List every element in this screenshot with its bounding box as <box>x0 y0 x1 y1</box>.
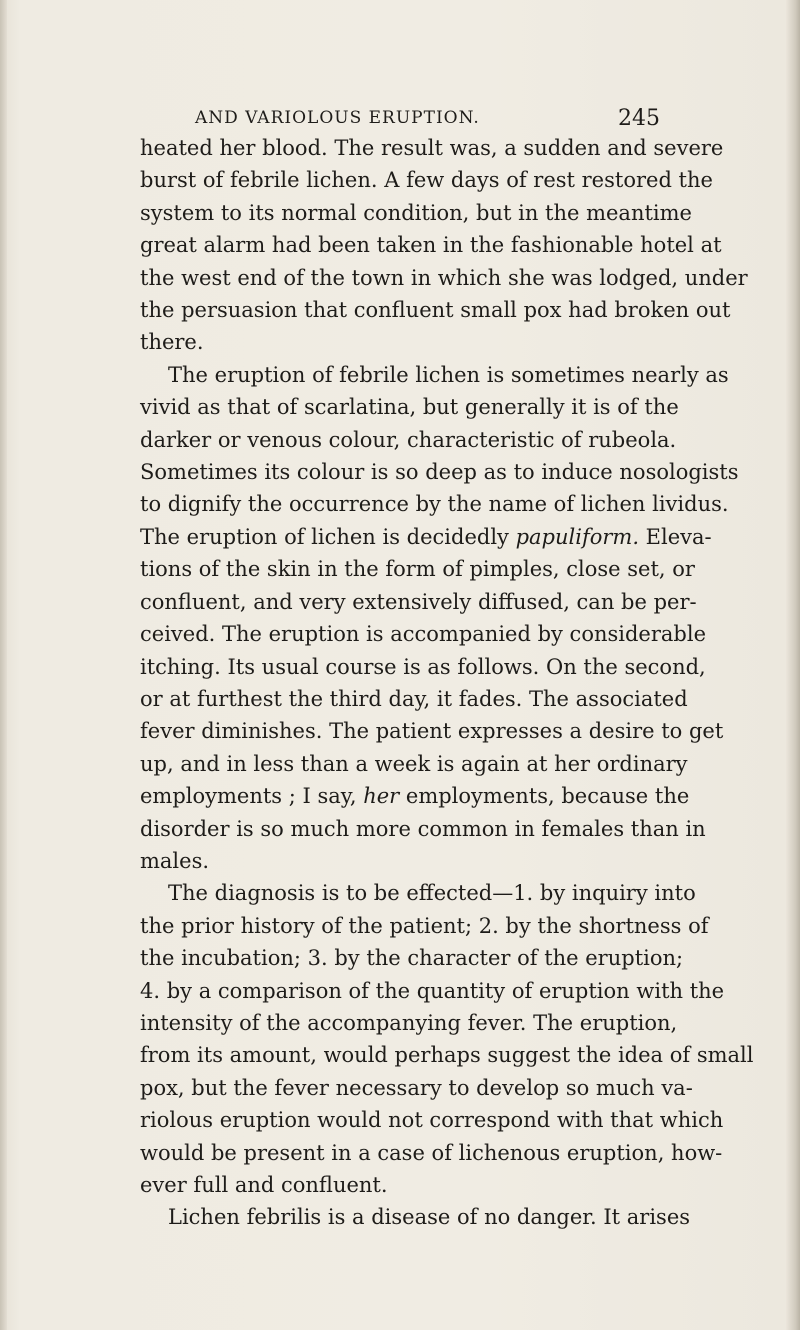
text-line: to dignify the occurrence by the name of lichen lividus. <box>140 492 729 517</box>
text-line: there. <box>140 330 204 355</box>
text-line <box>140 780 690 812</box>
text-line: the persuasion that confluent small pox had broken out <box>140 298 731 323</box>
page-number: 245 <box>618 106 660 131</box>
text-line: 4. by a comparison of the quantity of eruption with the <box>140 978 725 1003</box>
text-line: up, and in less than a week is again at her ordinary <box>140 751 688 776</box>
page-header <box>195 106 660 134</box>
text-line <box>140 521 712 553</box>
text-line: the prior history of the patient; 2. by the shortness of <box>140 913 709 938</box>
body-text <box>140 132 754 1234</box>
italic-term: her <box>363 784 400 809</box>
text-segment: employments ; I say, <box>140 784 364 809</box>
page-edge-shadow <box>786 0 800 1330</box>
text-line: tions of the skin in the form of pimples, close set, or <box>140 557 695 582</box>
text-line: pox, but the fever necessary to develop so much va- <box>140 1075 693 1100</box>
text-line: fever diminishes. The patient expresses a desire to get <box>140 719 724 744</box>
text-line: males. <box>140 848 210 873</box>
text-line: ever full and confluent. <box>140 1173 388 1197</box>
text-line: confluent, and very extensively diffused, can be per- <box>140 589 697 614</box>
text-line: heated her blood. The result was, a sudden and severe <box>140 136 724 160</box>
text-line: Sometimes its colour is so deep as to induce nosologists <box>140 460 739 485</box>
text-line: ceived. The eruption is accompanied by considerable <box>140 622 706 647</box>
text-line: The diagnosis is to be effected—1. by inquiry into <box>168 881 696 906</box>
text-line: Lichen febrilis is a disease of no danger. It arises <box>168 1205 691 1230</box>
text-line: the west end of the town in which she was lodged, under <box>140 265 748 290</box>
text-line: riolous eruption would not correspond with that which <box>140 1108 724 1133</box>
italic-term: papuliform. <box>515 524 639 549</box>
text-line: from its amount, would perhaps suggest the idea of small <box>140 1043 754 1068</box>
text-line: darker or venous colour, characteristic of rubeola. <box>140 427 677 452</box>
running-head: AND VARIOLOUS ERUPTION. <box>195 108 480 128</box>
text-line: itching. Its usual course is as follows. On the second, <box>140 654 706 679</box>
text-line: great alarm had been taken in the fashionable hotel at <box>140 233 722 258</box>
text-line: burst of febrile lichen. A few days of rest restored the <box>140 168 713 193</box>
text-line: The eruption of febrile lichen is sometimes nearly as <box>168 362 729 387</box>
text-segment: employments, because the <box>399 784 690 809</box>
text-line: disorder is so much more common in females than in <box>140 816 706 841</box>
text-line: the incubation; 3. by the character of the eruption; <box>140 946 684 971</box>
text-segment: Eleva- <box>639 524 712 549</box>
text-line: vivid as that of scarlatina, but generally it is of the <box>140 395 679 420</box>
text-line: intensity of the accompanying fever. The eruption, <box>140 1010 678 1035</box>
text-line: system to its normal condition, but in the meantime <box>140 200 692 225</box>
text-line: would be present in a case of lichenous eruption, how- <box>140 1140 723 1165</box>
page-gutter-shadow <box>0 0 7 1330</box>
text-segment: The eruption of lichen is decidedly <box>140 524 516 549</box>
text-line: or at furthest the third day, it fades. The associated <box>140 686 688 711</box>
